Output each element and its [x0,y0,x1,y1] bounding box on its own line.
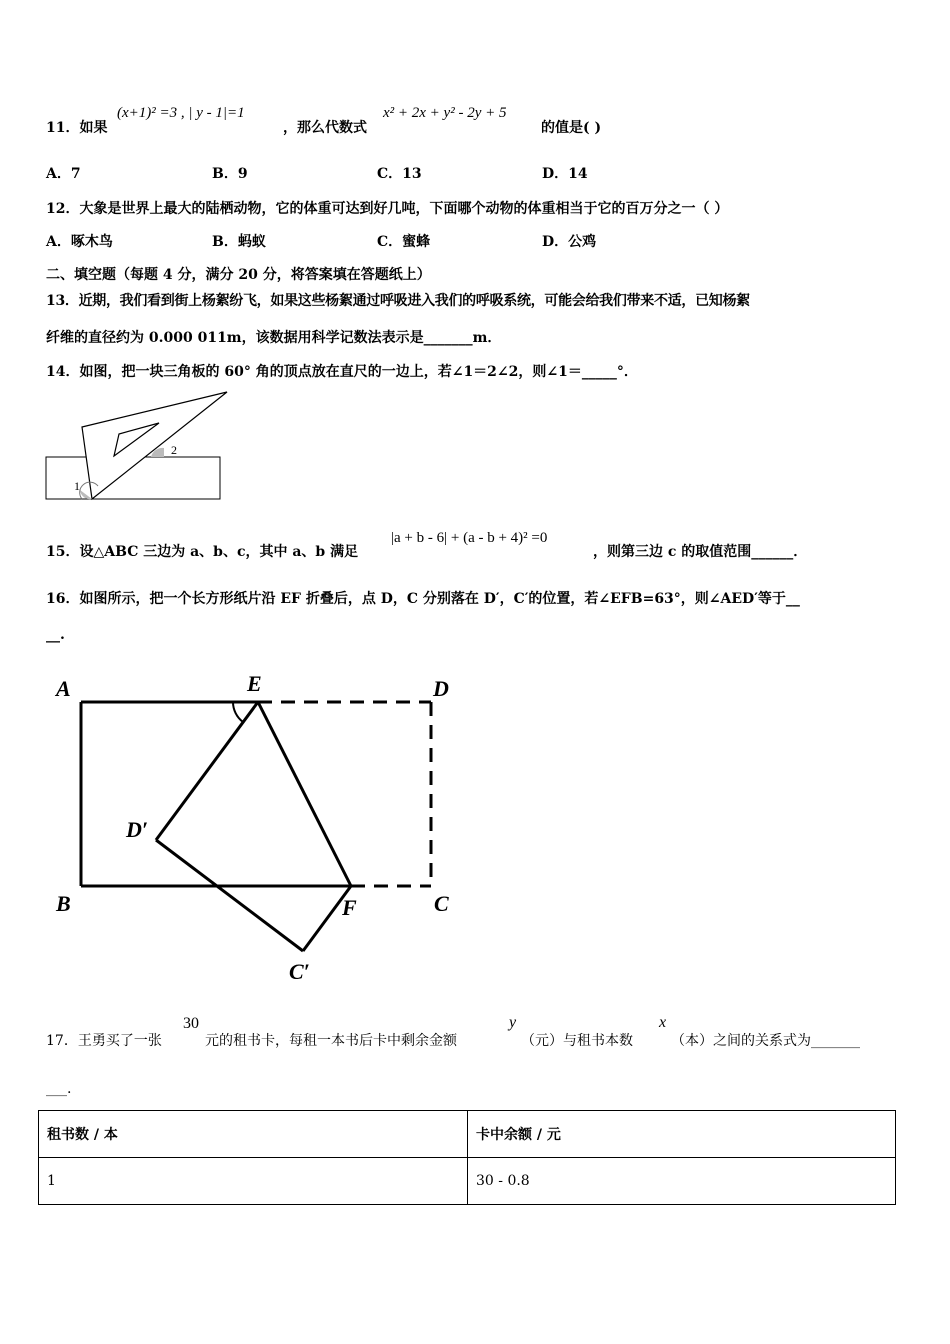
q17-amount: 30 [183,1015,199,1032]
q16-line2: __. [46,627,65,643]
q17-text-3: （元）与租书本数 [521,1033,633,1049]
q15-condition: |a + b - 6| + (a - b + 4)² =0 [391,530,548,546]
label-c: C [434,891,449,916]
angle-2-label: 2 [171,443,177,457]
table-header-books: 租书数 / 本 [39,1111,468,1158]
q11-option-c: C．13 [377,166,422,182]
q12-option-a: A．啄木鸟 [46,234,113,250]
q11-condition: (x+1)² =3 , | y - 1|=1 [117,105,245,121]
q14-figure [40,386,240,506]
q13-line2: 纤维的直径约为 0.000 011m，该数据用科学记数法表示是_______m． [46,330,502,346]
edge-d-prime-c-prime [156,840,303,951]
angle-aed-prime-arc [233,702,243,722]
q11-line [46,117,107,137]
edge-ed-prime [156,702,258,840]
table-header-balance: 卡中余额 / 元 [468,1111,896,1158]
q11-tail: 的值是( ) [541,120,602,136]
fold-line-ef [258,702,351,886]
q12-option-c: C．蜜蜂 [377,234,431,250]
q12-option-d: D．公鸡 [542,234,597,250]
table-cell-books: 1 [39,1158,468,1205]
table-row [39,1158,896,1205]
q11-expression: x² + 2x + y² - 2y + 5 [383,105,507,121]
q16-line1: 16．如图所示，把一个长方形纸片沿 EF 折叠后，点 D，C 分别落在 D′，C′的位置，若∠EFB=63°，则∠AED′等于__ [46,591,800,607]
rent-table [38,1110,896,1205]
q11-number: 11． [46,120,80,136]
label-c-prime: C′ [289,959,310,984]
q15-tail: ，则第三边 c 的取值范围______． [593,544,808,560]
angle-1-label: 1 [74,479,80,493]
label-d-prime: D′ [126,817,149,842]
q17-text-1: 17．王勇买了一张 [46,1033,162,1049]
q16-figure [40,665,480,995]
table-cell-balance: 30 - 0.8 [468,1158,896,1205]
q11-mid-text: ，那么代数式 [283,120,367,136]
q14-stem: 14．如图，把一块三角板的 60° 角的顶点放在直尺的一边上，若∠1＝2∠2，则∠1＝_____°． [46,364,638,380]
q17-text-4: （本）之间的关系式为_______ [671,1033,860,1049]
q17-line2: ___. [46,1081,72,1097]
table-header-row [39,1111,896,1158]
label-e: E [247,671,262,696]
label-f: F [342,895,357,920]
label-b: B [56,891,71,916]
q13-line1: 13．近期，我们看到街上杨絮纷飞，如果这些杨絮通过呼吸进入我们的呼吸系统，可能会给我们带来不适，已知杨絮 [46,293,750,309]
q17-var-x: x [659,1014,667,1031]
q12-stem: 12．大象是世界上最大的陆栖动物，它的体重可达到好几吨，下面哪个动物的体重相当于它的百万分之一（ ） [46,201,729,217]
label-d: D [433,676,449,701]
q11-option-a: A．7 [46,166,81,182]
section-title: 二、填空题（每题 4 分，满分 20 分，将答案填在答题纸上） [46,267,431,283]
q11-lead: 如果 [79,120,108,136]
label-a: A [56,676,71,701]
q11-option-b: B．9 [212,166,248,182]
q17-var-y: y [509,1014,517,1031]
q15-lead: 15．设△ABC 三边为 a、b、c，其中 a、b 满足 [46,544,359,560]
q12-option-b: B．蚂蚁 [212,234,266,250]
q17-text-2: 元的租书卡，每租一本书后卡中剩余金额 [205,1033,457,1049]
q11-option-d: D．14 [542,166,588,182]
